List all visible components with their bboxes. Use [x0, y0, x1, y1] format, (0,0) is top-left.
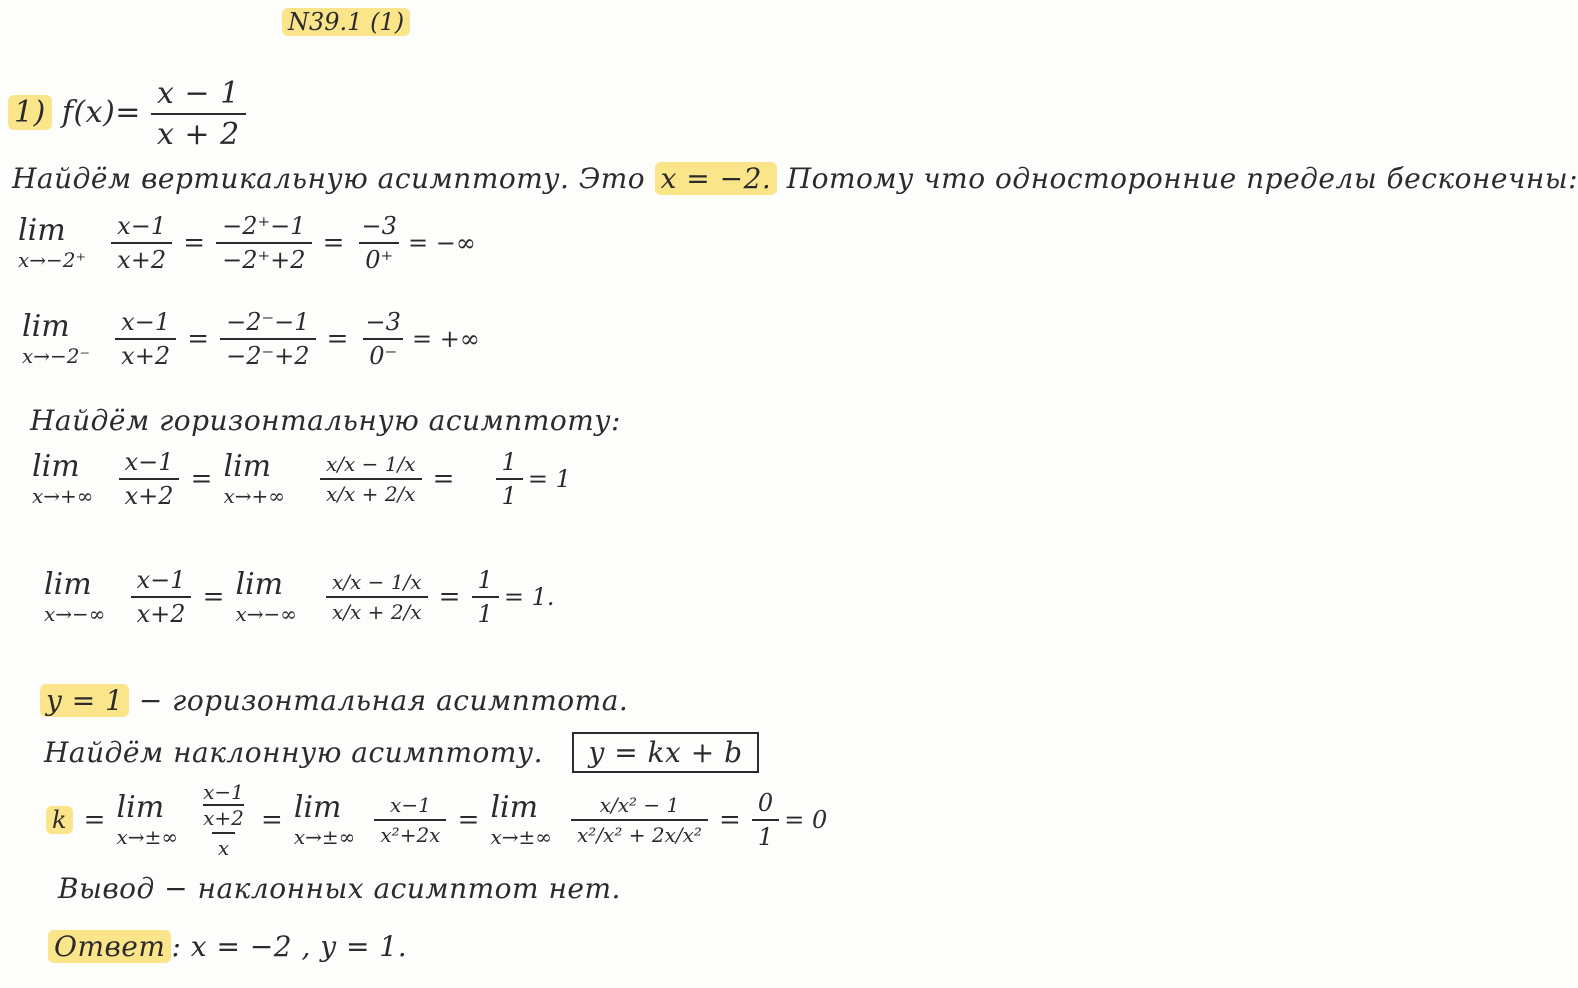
limit-result: = 1: [527, 465, 571, 493]
k-label: k: [46, 806, 73, 834]
lim-subscript: x→+∞: [223, 483, 285, 508]
term: x/x: [332, 570, 362, 594]
limit-result: = −∞: [407, 229, 476, 257]
limit-result: = +∞: [411, 325, 480, 353]
vertical-reason: Потому что односторонние пределы бесконечны:: [786, 162, 1578, 195]
denominator: −2⁺+2: [216, 242, 311, 274]
horizontal-intro: Найдём горизонтальную асимптоту:: [30, 404, 621, 437]
term: x−1: [203, 780, 244, 804]
denominator: 1: [496, 478, 523, 510]
lim-subscript: x→−∞: [44, 601, 106, 626]
denominator: 1: [752, 819, 779, 851]
fraction: [752, 789, 779, 851]
numerator: −2⁻−1: [226, 308, 310, 336]
fraction: [220, 308, 315, 370]
fraction: [111, 212, 172, 274]
oblique-formula-box: y = kx + b: [572, 732, 758, 773]
term: 1/x: [390, 570, 422, 594]
term: 2x/x²: [651, 823, 702, 847]
nested-fraction: [197, 780, 250, 860]
fraction: [131, 566, 192, 628]
numerator: −2⁺−1: [222, 212, 306, 240]
term: x/x²: [599, 793, 637, 817]
term: x+2: [203, 806, 244, 830]
numerator: 0: [757, 789, 774, 817]
lim-word: lim: [490, 790, 539, 826]
fraction: [119, 448, 180, 510]
denominator: x+2: [131, 596, 192, 628]
horizontal-limit-row-1: lim x→+∞ $\frac{x-1}{x+2}$ = lim x→+∞ $\frac{x/x - 1/x}{x/x + 2/x}$ = $\frac{1}{1}$ = 1: [32, 448, 571, 510]
fraction: [356, 212, 403, 274]
vertical-limit-row-2: lim x→−2⁻ $\frac{x-1}{x+2}$ = $\frac{-2^--1}{-2^-+2}$ = $\frac{-3}{0^-}$ = +∞: [22, 308, 480, 370]
numerator: −3: [361, 212, 397, 240]
denominator: x+2: [115, 338, 176, 370]
denominator: −2⁻+2: [220, 338, 315, 370]
denominator: 0⁺: [359, 242, 399, 274]
lim-subscript: x→−2⁺: [18, 247, 87, 272]
fraction: [472, 566, 499, 628]
horizontal-answer: y = 1: [40, 684, 129, 717]
lim-subscript: x→−2⁻: [22, 343, 91, 368]
compound-fraction: $\frac{x/x - 1/x}{x/x + 2/x}$: [326, 570, 428, 624]
fraction: [360, 308, 407, 370]
problem-statement: [8, 76, 246, 152]
lim-word: lim: [223, 449, 272, 485]
oblique-conclusion: Вывод − наклонных асимптот нет.: [58, 872, 621, 905]
answer-label: Ответ: [48, 930, 171, 963]
problem-number: 1): [8, 95, 52, 130]
numerator: x−1: [117, 212, 167, 240]
denominator: 0⁻: [363, 338, 403, 370]
horizontal-conclusion-text: − горизонтальная асимптота.: [138, 684, 629, 717]
oblique-intro-line: [44, 736, 759, 769]
lim-word: lim: [22, 309, 70, 345]
denominator: 1: [472, 596, 499, 628]
lim-subscript: x→+∞: [32, 483, 94, 508]
compound-fraction: $\frac{x/x - 1/x}{x/x + 2/x}$: [320, 452, 422, 506]
lim-subscript: x→±∞: [116, 824, 178, 849]
denominator: x²+2x: [374, 819, 446, 847]
denominator: x+2: [111, 242, 172, 274]
fraction: [496, 448, 523, 510]
term: x/x: [326, 452, 356, 476]
horizontal-limit-row-2: lim x→−∞ $\frac{x-1}{x+2}$ = lim x→−∞ $\frac{x/x - 1/x}{x/x + 2/x}$ = $\frac{1}{1}$ = 1.: [44, 566, 555, 628]
fraction: [374, 793, 446, 847]
function-name: f(x)=: [61, 95, 141, 130]
limit-result: = 0: [784, 806, 828, 834]
fraction: [115, 308, 176, 370]
numerator: −3: [365, 308, 401, 336]
compound-fraction: $\frac{\text{x/x² − 1}}{\text{x²/x² + 2x/x²}}$: [571, 793, 708, 847]
numerator: 1: [501, 448, 517, 476]
lim-word: lim: [293, 790, 342, 826]
answer-value: : x = −2 , y = 1.: [171, 930, 408, 963]
oblique-k-row: k = lim x→±∞ x−1 x+2 x = lim x→±∞ $\frac{x-1}{\text{x²+2x}}$ = lim x→±∞ $\frac{\text{x/x² − 1}}{\text{x²/x² + 2x/x²}}$ = $\frac{0}{1}$ = 0: [46, 780, 827, 860]
term: x²/x²: [577, 823, 623, 847]
task-number-label: N39.1 (1): [282, 8, 410, 36]
lim-subscript: x→−∞: [235, 601, 297, 626]
vertical-answer: x = −2.: [655, 162, 778, 195]
lim-subscript: x→±∞: [293, 824, 356, 849]
lim-word: lim: [116, 790, 165, 826]
denominator: x: [212, 832, 235, 860]
lim-word: lim: [18, 213, 66, 249]
numerator: 1: [477, 566, 493, 594]
vertical-intro: Найдём вертикальную асимптоту. Это: [12, 162, 646, 195]
term: 2/x: [390, 600, 422, 624]
horizontal-conclusion: [40, 684, 628, 717]
fraction: [216, 212, 311, 274]
lim-word: lim: [32, 449, 80, 485]
lim-word: lim: [44, 567, 92, 603]
vertical-intro-line: [12, 162, 1578, 195]
denominator: x+2: [119, 478, 180, 510]
lim-subscript: x→±∞: [490, 824, 552, 849]
term: x/x: [326, 482, 356, 506]
limit-result: = 1.: [503, 583, 555, 611]
function-numerator: x − 1: [156, 76, 240, 111]
lim-word: lim: [235, 567, 284, 603]
answer-line: [48, 930, 407, 963]
vertical-limit-row-1: lim x→−2⁺ $\frac{x-1}{x+2}$ = $\frac{-2^+-1}{-2^++2}$ = $\frac{-3}{0^+}$ = −∞: [18, 212, 476, 274]
function-denominator: x + 2: [151, 113, 246, 152]
function-fraction: [151, 76, 246, 152]
numerator: x−1: [124, 448, 174, 476]
numerator: x−1: [390, 793, 431, 817]
term: x/x: [332, 600, 362, 624]
oblique-intro: Найдём наклонную асимптоту.: [44, 736, 544, 769]
term: 1/x: [384, 452, 416, 476]
numerator: x−1: [136, 566, 186, 594]
term: 1: [666, 793, 680, 817]
numerator: x−1: [121, 308, 171, 336]
term: 2/x: [384, 482, 416, 506]
